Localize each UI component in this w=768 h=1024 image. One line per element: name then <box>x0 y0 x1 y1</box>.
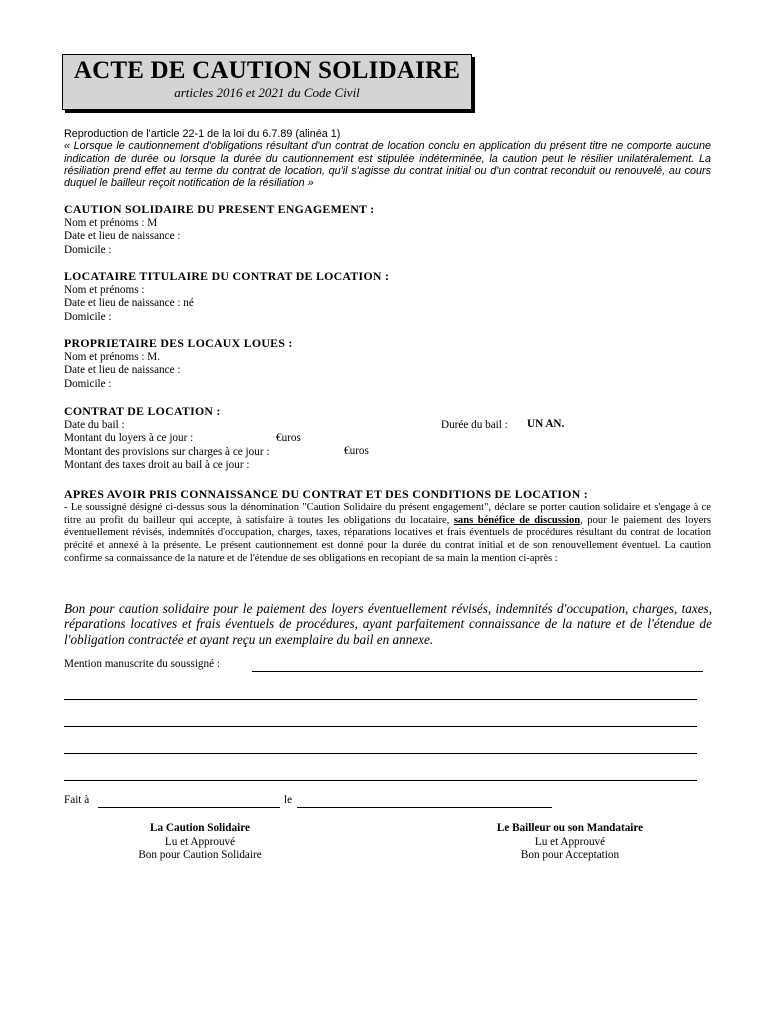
fait-a-line <box>98 807 280 808</box>
contrat-loyers: Montant du loyers à ce jour : <box>64 432 194 444</box>
locataire-heading: LOCATAIRE TITULAIRE DU CONTRAT DE LOCATION : <box>64 269 390 283</box>
fait-le-line <box>297 807 552 808</box>
caution-section <box>64 203 714 257</box>
signature-caution <box>110 822 290 863</box>
locataire-section <box>64 270 714 324</box>
engagement-p1: - Le soussigné désigné ci-dessus sous la dénomination "Caution Solidaire du présent engagement", déclare se porter caution solidaire et s'engage à ce titre au profit du bailleur qui accepte, à satisfaire à toutes les obligations du locataire, <box>64 502 711 526</box>
proprietaire-section <box>64 337 714 391</box>
engagement-text <box>64 502 711 566</box>
proprietaire-naissance: Date et lieu de naissance : <box>64 364 181 376</box>
contrat-heading: CONTRAT DE LOCATION : <box>64 404 221 418</box>
signature-caution-title: La Caution Solidaire <box>150 822 250 834</box>
apres-heading: APRES AVOIR PRIS CONNAISSANCE DU CONTRAT ET DES CONDITIONS DE LOCATION : <box>64 487 589 501</box>
signature-bailleur <box>470 822 670 863</box>
mention-line-3 <box>64 726 697 727</box>
locataire-naissance: Date et lieu de naissance : né <box>64 297 194 309</box>
caution-naissance: Date et lieu de naissance : <box>64 230 181 242</box>
document-title: ACTE DE CAUTION SOLIDAIRE <box>73 57 461 84</box>
proprietaire-heading: PROPRIETAIRE DES LOCAUX LOUES : <box>64 336 293 350</box>
quote-title: Reproduction de l'article 22-1 de la loi du 6.7.89 (alinéa 1) <box>64 128 341 140</box>
caution-domicile: Domicile : <box>64 243 112 256</box>
duree-label: Durée du bail : <box>441 419 508 431</box>
mention-line-2 <box>64 699 697 700</box>
legal-quote <box>64 128 711 189</box>
provisions-unit: €uros <box>344 445 369 457</box>
caution-heading: CAUTION SOLIDAIRE DU PRESENT ENGAGEMENT : <box>64 202 375 216</box>
contrat-taxes: Montant des taxes droit au bail à ce jour : <box>64 459 250 471</box>
signature-bailleur-line2: Bon pour Acceptation <box>520 849 620 862</box>
mention-line-1 <box>252 671 703 672</box>
mention-text: Bon pour caution solidaire pour le paiement des loyers éventuellement révisés, indemnités d'occupation, charges, taxes, réparations locatives et frais éventuels de procédures, ayant parfaitement connaissance de la nature et de l'étendue de l'obligation contractée et ayant reçu un exemplaire du bail en annexe. <box>64 601 712 647</box>
apres-section <box>64 488 714 502</box>
locataire-domicile: Domicile : <box>64 310 112 323</box>
duree-value: UN AN. <box>527 418 565 430</box>
locataire-nom: Nom et prénoms : <box>64 283 145 296</box>
sans-benefice-discussion: sans bénéfice de discussion <box>453 514 581 526</box>
mention-label: Mention manuscrite du soussigné : <box>64 658 220 670</box>
document-subtitle: articles 2016 et 2021 du Code Civil <box>174 85 360 100</box>
contrat-section <box>64 405 714 473</box>
signature-bailleur-title: Le Bailleur ou son Mandataire <box>496 822 644 834</box>
contrat-provisions: Montant des provisions sur charges à ce jour : <box>64 445 270 458</box>
mention-line-4 <box>64 753 697 754</box>
signature-caution-line1: Lu et Approuvé <box>164 835 236 848</box>
signature-caution-line2: Bon pour Caution Solidaire <box>138 849 262 862</box>
caution-nom: Nom et prénoms : M <box>64 216 158 229</box>
proprietaire-nom: Nom et prénoms : M. <box>64 350 161 363</box>
proprietaire-domicile: Domicile : <box>64 377 112 390</box>
signature-bailleur-line1: Lu et Approuvé <box>534 835 606 848</box>
fait-a-label: Fait à <box>64 794 90 806</box>
engagement-p1-rest: , pour le paiement des loyers éventuellement révisés, indemnités d'occupation, charges, taxes, réparations locatives et frais éventuels de procédures résultant du contrat de location précité et annexé à la présente. Le présent cautionnement est donné pour la durée du contrat initial et de son renouvellement éventuel. La caution confirme sa connaissance de la nature et de l'étendue de ses obligations en recopiant de sa main la mention ci-après : <box>64 514 712 564</box>
contrat-date-bail: Date du bail : <box>64 418 125 431</box>
loyers-unit: €uros <box>276 432 301 444</box>
fait-le-label: le <box>284 794 293 806</box>
quote-text: « Lorsque le cautionnement d'obligations résultant d'un contrat de location conclu en application du présent titre ne comporte aucune indication de durée ou lorsque la durée du cautionnement est stipulée indéterminée, la caution peut le résilier unilatéralement. La résiliation prend effet au terme du contrat de location, qu'il s'agisse du contrat initial ou d'un contrat reconduit ou renouvelé, au cours duquel le bailleur reçoit notification de la résiliation » <box>64 140 711 190</box>
mention-line-5 <box>64 780 697 781</box>
title-box <box>62 54 472 110</box>
